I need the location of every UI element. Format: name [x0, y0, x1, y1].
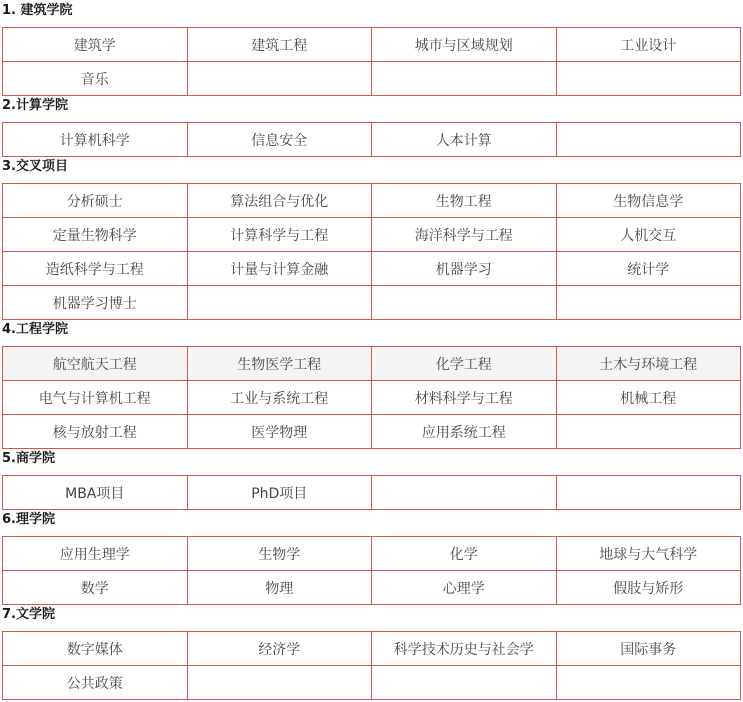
table-business [2, 475, 741, 510]
program-cell: 机器学习博士 [3, 286, 188, 320]
program-cell: 人机交互 [556, 218, 741, 252]
table-row [3, 476, 741, 510]
program-cell: 公共政策 [3, 666, 188, 700]
empty-cell [556, 666, 741, 700]
program-cell: PhD项目 [187, 476, 372, 510]
program-cell: 城市与区域规划 [372, 28, 557, 62]
program-cell: 物理 [187, 571, 372, 605]
empty-cell [187, 62, 372, 96]
empty-cell [372, 476, 557, 510]
program-cell: 信息安全 [187, 123, 372, 157]
program-cell: 心理学 [372, 571, 557, 605]
program-cell: 数字媒体 [3, 632, 188, 666]
section-title-science: 6.理学院 [2, 512, 55, 527]
empty-cell [556, 62, 741, 96]
empty-cell [556, 476, 741, 510]
program-cell: 生物学 [187, 537, 372, 571]
table-liberal-arts [2, 631, 741, 700]
section-title-engineering: 4.工程学院 [2, 322, 68, 337]
empty-cell [372, 666, 557, 700]
program-cell: 统计学 [556, 252, 741, 286]
program-cell: 分析硕士 [3, 184, 188, 218]
empty-cell [556, 415, 741, 449]
program-cell: 海洋科学与工程 [372, 218, 557, 252]
table-row [3, 62, 741, 96]
table-computing [2, 122, 741, 157]
section-title-architecture: 1. 建筑学院 [2, 3, 73, 18]
program-cell: 经济学 [187, 632, 372, 666]
empty-cell [187, 666, 372, 700]
section-title-business: 5.商学院 [2, 451, 55, 466]
program-cell: 定量生物科学 [3, 218, 188, 252]
program-cell: 地球与大气科学 [556, 537, 741, 571]
table-architecture [2, 27, 741, 96]
program-cell: 生物工程 [372, 184, 557, 218]
program-cell: 材料科学与工程 [372, 381, 557, 415]
table-row [3, 632, 741, 666]
program-cell: 科学技术历史与社会学 [372, 632, 557, 666]
table-row [3, 571, 741, 605]
program-cell: 核与放射工程 [3, 415, 188, 449]
program-cell: 工业与系统工程 [187, 381, 372, 415]
program-cell: 机器学习 [372, 252, 557, 286]
table-interdisciplinary [2, 183, 741, 320]
table-row [3, 415, 741, 449]
program-cell: 国际事务 [556, 632, 741, 666]
program-cell: 假肢与矫形 [556, 571, 741, 605]
program-cell: 计量与计算金融 [187, 252, 372, 286]
program-cell: 建筑工程 [187, 28, 372, 62]
program-cell: 造纸科学与工程 [3, 252, 188, 286]
table-science [2, 536, 741, 605]
program-cell: 电气与计算机工程 [3, 381, 188, 415]
empty-cell [372, 286, 557, 320]
program-cell: 化学工程 [372, 347, 557, 381]
program-cell: 算法组合与优化 [187, 184, 372, 218]
empty-cell [556, 123, 741, 157]
section-title-liberal-arts: 7.文学院 [2, 607, 55, 622]
program-cell: 应用生理学 [3, 537, 188, 571]
table-row [3, 28, 741, 62]
program-cell: 土木与环境工程 [556, 347, 741, 381]
section-title-interdisciplinary: 3.交叉项目 [2, 159, 68, 174]
program-cell: MBA项目 [3, 476, 188, 510]
program-cell: 人本计算 [372, 123, 557, 157]
table-row [3, 286, 741, 320]
program-cell: 工业设计 [556, 28, 741, 62]
table-row [3, 252, 741, 286]
table-engineering [2, 346, 741, 449]
table-row [3, 381, 741, 415]
table-row [3, 218, 741, 252]
program-cell: 生物信息学 [556, 184, 741, 218]
table-row [3, 123, 741, 157]
table-row [3, 666, 741, 700]
empty-cell [372, 62, 557, 96]
program-cell: 生物医学工程 [187, 347, 372, 381]
program-cell: 音乐 [3, 62, 188, 96]
program-cell: 医学物理 [187, 415, 372, 449]
program-cell: 建筑学 [3, 28, 188, 62]
program-cell: 计算机科学 [3, 123, 188, 157]
table-row [3, 537, 741, 571]
program-cell: 数学 [3, 571, 188, 605]
table-row [3, 347, 741, 381]
empty-cell [556, 286, 741, 320]
empty-cell [187, 286, 372, 320]
program-cell: 化学 [372, 537, 557, 571]
program-cell: 计算科学与工程 [187, 218, 372, 252]
program-cell: 机械工程 [556, 381, 741, 415]
program-cell: 航空航天工程 [3, 347, 188, 381]
table-row [3, 184, 741, 218]
section-title-computing: 2.计算学院 [2, 98, 68, 113]
program-cell: 应用系统工程 [372, 415, 557, 449]
